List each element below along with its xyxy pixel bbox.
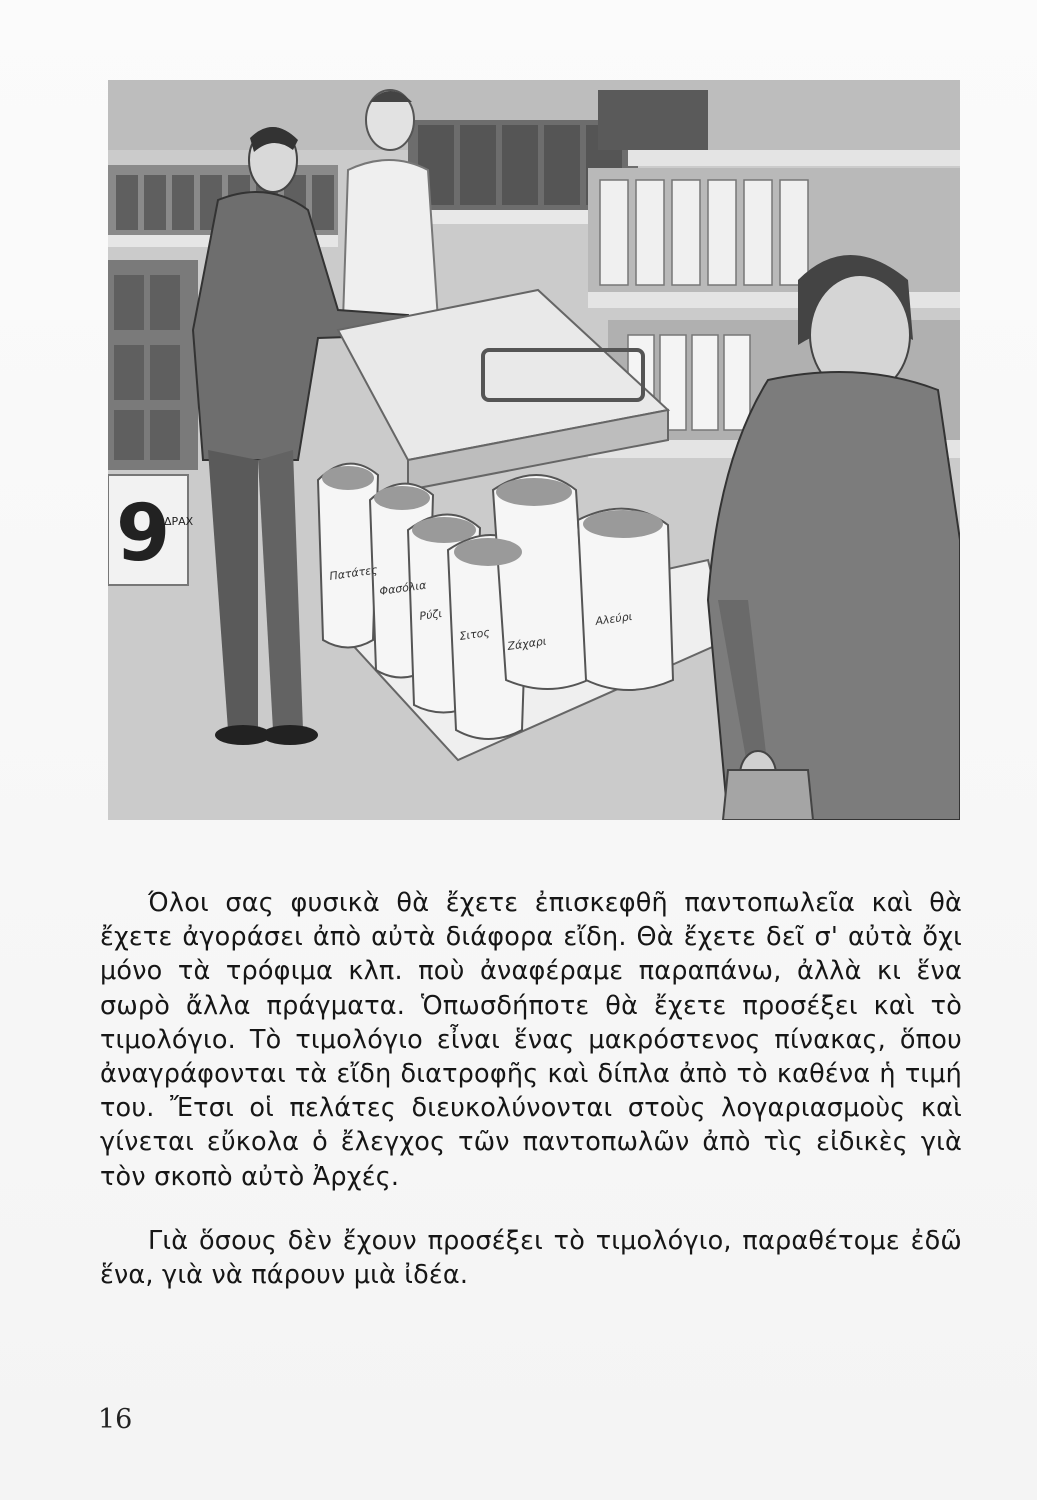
illustration-svg (108, 80, 960, 820)
body-text (100, 886, 962, 1292)
sack-label-rice: Ρύζι (418, 606, 443, 623)
sack-label-potatoes: Πατάτες (328, 563, 379, 583)
page-number: 16 (98, 1404, 133, 1435)
grocery-store-illustration (108, 80, 960, 820)
price-sign (108, 475, 194, 585)
price-sign-unit: ΔΡΑΧ (164, 515, 194, 528)
paragraph-price-list-intro: Όλοι σας φυσικὰ θὰ ἔχετε ἐπισκεφθῆ παντοπωλεῖα καὶ θὰ ἔχετε ἀγοράσει ἀπὸ αὐτὰ διάφορα εἴδη. Θὰ ἔχετε δεῖ σ' αὐτὰ ὄχι μόνο τὰ τρόφιμα κλπ. ποὺ ἀναφέραμε παραπάνω, ἀλλὰ κι ἕνα σωρὸ ἄλλα πράγματα. Ὁπωσδήποτε θὰ ἔχετε προσέξει καὶ τὸ τιμολόγιο. Τὸ τιμολόγιο εἶναι ἕνας μακρόστενος πίνακας, ὅπου ἀναγράφονται τὰ εἴδη διατροφῆς καὶ δίπλα ἀπὸ τὸ καθένα ἡ τιμή του. Ἔτσι οἱ πελάτες διευκολύνονται στοὺς λογαριασμοὺς καὶ γίνεται εὔκολα ὁ ἔλεγχος τῶν παντοπωλῶν ἀπὸ τὶς εἰδικὲς γιὰ τὸν σκοπὸ αὐτὸ Ἀρχές. (100, 888, 962, 1192)
sack-label-beans: Φασόλια (378, 578, 428, 598)
price-sign-number: 9 (116, 489, 171, 579)
paragraph-price-list-example: Γιὰ ὅσους δὲν ἔχουν προσέξει τὸ τιμολόγιο, παραθέτομε ἐδῶ ἕνα, γιὰ νὰ πάρουν μιὰ ἰδέα. (100, 1225, 962, 1291)
sack-label-flour: Αλεύρι (594, 609, 634, 628)
sack-label-wheat: Σιτος (458, 625, 491, 643)
sack-label-sugar: Ζάχαρι (506, 634, 548, 653)
